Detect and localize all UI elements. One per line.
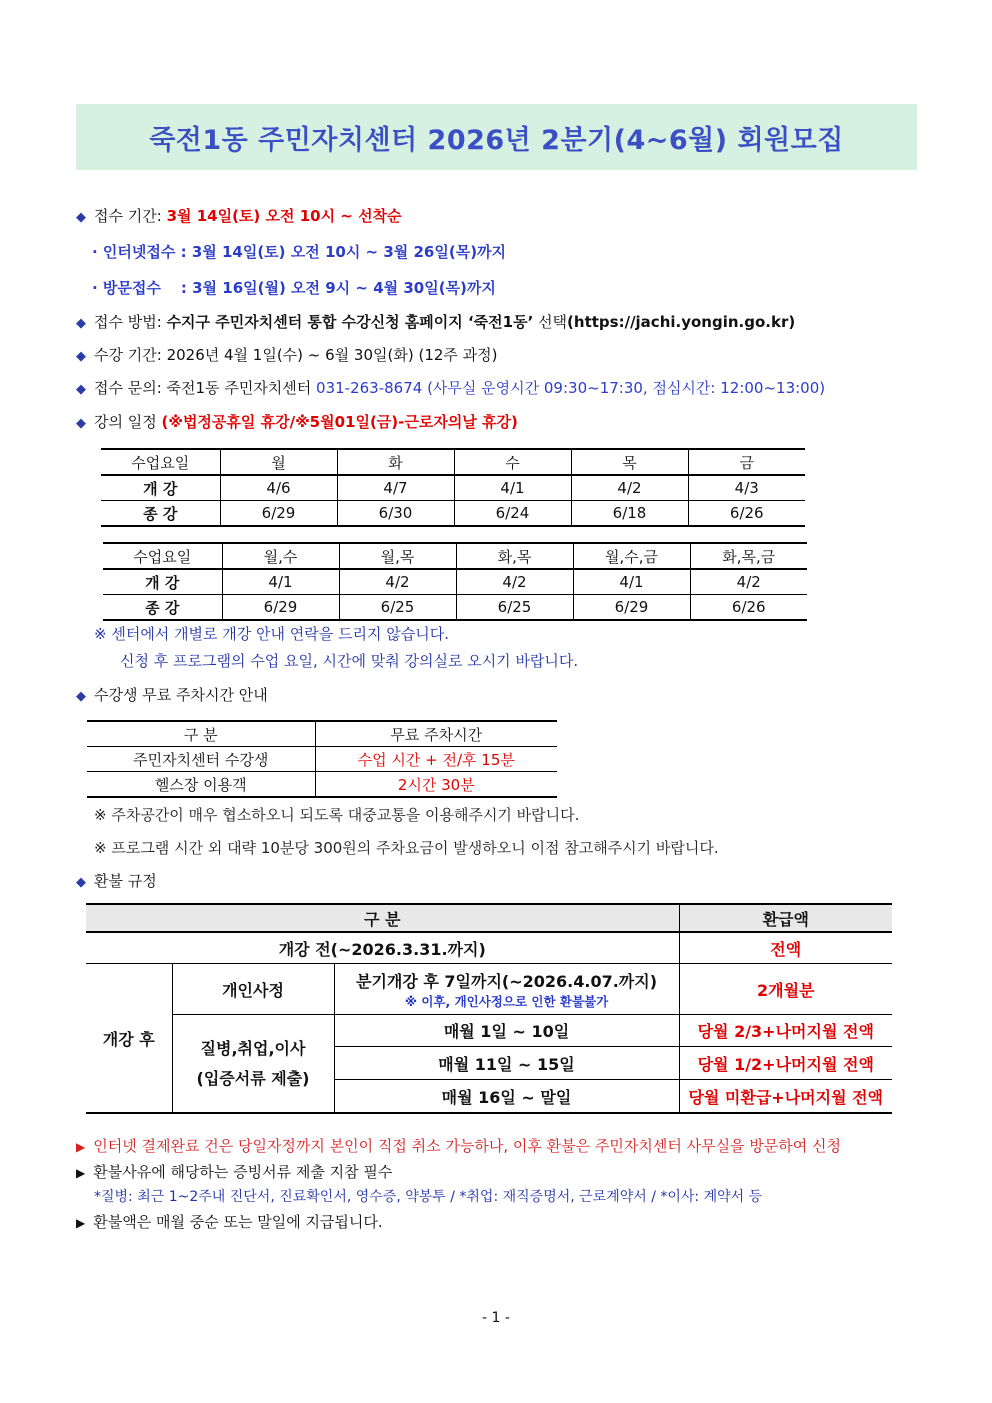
triangle-bullet-icon: ▶ bbox=[76, 1166, 86, 1180]
table-header-cell: 수업요일 bbox=[101, 449, 220, 475]
table-header-cell: 구 분 bbox=[86, 904, 679, 932]
table-cell: 헬스장 이용객 bbox=[154, 775, 247, 794]
table-cell: 4/2 bbox=[571, 475, 688, 501]
diamond-bullet-icon: ◆ bbox=[76, 210, 86, 225]
table-row bbox=[87, 772, 557, 798]
table-header-row bbox=[101, 449, 805, 475]
table-cell: 6/29 bbox=[222, 595, 339, 621]
table-cell: 당월 1/2+나머지월 전액 bbox=[679, 1047, 892, 1080]
table-cell: 4/2 bbox=[690, 569, 807, 595]
table-cell: 매월 1일 ~ 10일 bbox=[334, 1015, 679, 1047]
table-cell: 4/6 bbox=[220, 475, 337, 501]
table-row bbox=[87, 747, 557, 772]
table-cell: 2개월분 bbox=[679, 964, 892, 1015]
table-cell: 6/26 bbox=[688, 501, 805, 527]
table-cell: 4/1 bbox=[573, 569, 690, 595]
table-cell bbox=[172, 1015, 334, 1114]
table-cell: 2시간 30분 bbox=[315, 772, 557, 798]
method-select: 선택 bbox=[533, 313, 568, 331]
footnote-4 bbox=[76, 1211, 383, 1234]
table-cell: 수업 시간 + 전/후 15분 bbox=[315, 747, 557, 772]
diamond-bullet-icon: ◆ bbox=[76, 382, 86, 397]
period-value: 2026년 4월 1일(수) ~ 6월 30일(화) (12주 과정) bbox=[166, 346, 498, 364]
method-value: 수지구 주민자치센터 통합 수강신청 홈페이지 ‘죽전1동’ bbox=[166, 313, 534, 331]
table-cell: 4/1 bbox=[222, 569, 339, 595]
schedule-table-single bbox=[101, 448, 805, 527]
inquiry-phone: 031-263-8674 (사무실 운영시간 09:30~17:30, 점심시간: 12:00~13:00) bbox=[316, 379, 826, 397]
table-header-cell: 화,목 bbox=[456, 543, 573, 569]
table-cell: 6/24 bbox=[454, 501, 571, 527]
table-header-row bbox=[87, 721, 557, 747]
personal-condition: 분기개강 후 7일까지(~2026.4.07.까지) bbox=[355, 971, 658, 991]
table-cell: 매월 11일 ~ 15일 bbox=[334, 1047, 679, 1080]
schedule-notice-1: ※ 센터에서 개별로 개강 안내 연락을 드리지 않습니다. bbox=[94, 625, 450, 643]
table-cell: 개 강 bbox=[101, 475, 220, 501]
table-row bbox=[101, 501, 805, 527]
diamond-bullet-icon: ◆ bbox=[76, 689, 86, 704]
table-row bbox=[103, 569, 807, 595]
parking-line bbox=[76, 684, 268, 708]
diamond-bullet-icon: ◆ bbox=[76, 349, 86, 364]
diamond-bullet-icon: ◆ bbox=[76, 316, 86, 331]
table-cell: 4/7 bbox=[337, 475, 454, 501]
footnote-1 bbox=[76, 1135, 841, 1158]
inquiry-line bbox=[76, 377, 825, 401]
table-cell: 4/2 bbox=[456, 569, 573, 595]
table-cell: 매월 16일 ~ 말일 bbox=[334, 1080, 679, 1114]
table-header-cell: 구 분 bbox=[87, 721, 315, 747]
table-header-cell: 화 bbox=[337, 449, 454, 475]
parking-table bbox=[87, 720, 557, 798]
table-cell: 6/29 bbox=[573, 595, 690, 621]
reception-label: 접수 기간: bbox=[94, 207, 167, 225]
table-header-cell: 수업요일 bbox=[103, 543, 222, 569]
table-cell: 종 강 bbox=[145, 598, 180, 617]
table-header-cell: 금 bbox=[688, 449, 805, 475]
table-header-row bbox=[86, 904, 892, 932]
table-cell: 종 강 bbox=[143, 504, 178, 523]
table-cell: 6/25 bbox=[456, 595, 573, 621]
table-cell bbox=[334, 964, 679, 1015]
table-cell: 주민자치센터 수강생 bbox=[87, 747, 315, 772]
table-cell: 6/25 bbox=[339, 595, 456, 621]
period-label: 수강 기간: bbox=[94, 346, 167, 364]
illness-sub: (입증서류 제출) bbox=[196, 1068, 310, 1088]
table-cell: 6/26 bbox=[690, 595, 807, 621]
period-line bbox=[76, 344, 498, 368]
table-cell: 개강 전(~2026.3.31.까지) bbox=[86, 932, 679, 964]
table-cell: 6/18 bbox=[571, 501, 688, 527]
footnote-3: *질병: 최근 1~2주내 진단서, 진료확인서, 영수증, 약봉투 / *취업: 재직증명서, 근로계약서 / *이사: 계약서 등 bbox=[94, 1189, 763, 1205]
visit-value: : 3월 16일(월) 오전 9시 ~ 4월 30일(목)까지 bbox=[180, 279, 496, 297]
table-header-row bbox=[103, 543, 807, 569]
table-cell: 4/3 bbox=[688, 475, 805, 501]
schedule-table-multi bbox=[103, 542, 807, 621]
table-cell: 개 강 bbox=[103, 569, 222, 595]
page-title: 죽전1동 주민자치센터 2026년 2분기(4~6월) 회원모집 bbox=[76, 104, 917, 170]
table-row bbox=[103, 595, 807, 621]
refund-label: 환불 규정 bbox=[94, 872, 157, 890]
table-header-cell: 화,목,금 bbox=[690, 543, 807, 569]
table-header-cell: 수 bbox=[454, 449, 571, 475]
footnote-1-text: 인터넷 결제완료 건은 당일자정까지 본인이 직접 취소 가능하나, 이후 환불은 주민자치센터 사무실을 방문하여 신청 bbox=[93, 1137, 842, 1155]
table-cell: 6/30 bbox=[337, 501, 454, 527]
personal-note: ※ 이후, 개인사정으로 인한 환불불가 bbox=[404, 993, 609, 1009]
table-cell: 6/29 bbox=[220, 501, 337, 527]
method-line bbox=[76, 311, 795, 335]
footnote-4-text: 환불액은 매월 중순 또는 말일에 지급됩니다. bbox=[93, 1213, 383, 1231]
table-row bbox=[86, 964, 892, 1015]
inquiry-label: 접수 문의: 죽전1동 주민자치센터 bbox=[94, 379, 317, 397]
schedule-notice-2: 신청 후 프로그램의 수업 요일, 시간에 맞춰 강의실로 오시기 바랍니다. bbox=[120, 652, 579, 670]
visit-label: · 방문접수 bbox=[92, 279, 161, 297]
footnote-2 bbox=[76, 1161, 392, 1184]
footnote-2-text: 환불사유에 해당하는 증빙서류 제출 지참 필수 bbox=[93, 1163, 393, 1181]
schedule-note: (※법정공휴일 휴강/※5월01일(금)-근로자의날 휴강) bbox=[161, 413, 518, 431]
table-cell: 4/1 bbox=[454, 475, 571, 501]
table-row bbox=[86, 932, 892, 964]
table-header-cell: 월,수,금 bbox=[573, 543, 690, 569]
table-cell: 당월 미환급+나머지월 전액 bbox=[679, 1080, 892, 1114]
reception-line bbox=[76, 205, 402, 229]
table-cell: 당월 2/3+나머지월 전액 bbox=[679, 1015, 892, 1047]
table-cell: 전액 bbox=[679, 932, 892, 964]
refund-line bbox=[76, 870, 157, 894]
parking-notice-1: ※ 주차공간이 매우 협소하오니 되도록 대중교통을 이용해주시기 바랍니다. bbox=[94, 806, 580, 824]
triangle-bullet-icon: ▶ bbox=[76, 1140, 86, 1154]
reception-value: 3월 14일(토) 오전 10시 ~ 선착순 bbox=[166, 207, 402, 225]
internet-reception: · 인터넷접수 : 3월 14일(토) 오전 10시 ~ 3월 26일(목)까지 bbox=[92, 243, 507, 261]
page-number: - 1 - bbox=[482, 1310, 510, 1326]
method-label: 접수 방법: bbox=[94, 313, 167, 331]
visit-reception bbox=[92, 277, 496, 299]
parking-label: 수강생 무료 주차시간 안내 bbox=[94, 686, 268, 704]
method-url[interactable]: (https://jachi.yongin.go.kr) bbox=[567, 313, 796, 331]
schedule-label: 강의 일정 bbox=[94, 413, 162, 431]
refund-table bbox=[86, 903, 892, 1114]
table-row bbox=[101, 475, 805, 501]
diamond-bullet-icon: ◆ bbox=[76, 875, 86, 890]
table-row bbox=[86, 1015, 892, 1047]
table-header-cell: 월,목 bbox=[339, 543, 456, 569]
illness-label: 질병,취업,이사 bbox=[200, 1038, 306, 1058]
table-header-cell: 월 bbox=[220, 449, 337, 475]
parking-notice-2: ※ 프로그램 시간 외 대략 10분당 300원의 주차요금이 발생하오니 이점 참고해주시기 바랍니다. bbox=[94, 839, 719, 857]
table-cell: 개인사정 bbox=[172, 964, 334, 1015]
table-header-cell: 목 bbox=[571, 449, 688, 475]
schedule-line bbox=[76, 411, 518, 435]
table-cell: 개강 후 bbox=[86, 964, 172, 1114]
table-cell: 4/2 bbox=[339, 569, 456, 595]
table-header-cell: 환급액 bbox=[679, 904, 892, 932]
table-header-cell: 무료 주차시간 bbox=[315, 721, 557, 747]
triangle-bullet-icon: ▶ bbox=[76, 1216, 86, 1230]
table-header-cell: 월,수 bbox=[222, 543, 339, 569]
diamond-bullet-icon: ◆ bbox=[76, 416, 86, 431]
